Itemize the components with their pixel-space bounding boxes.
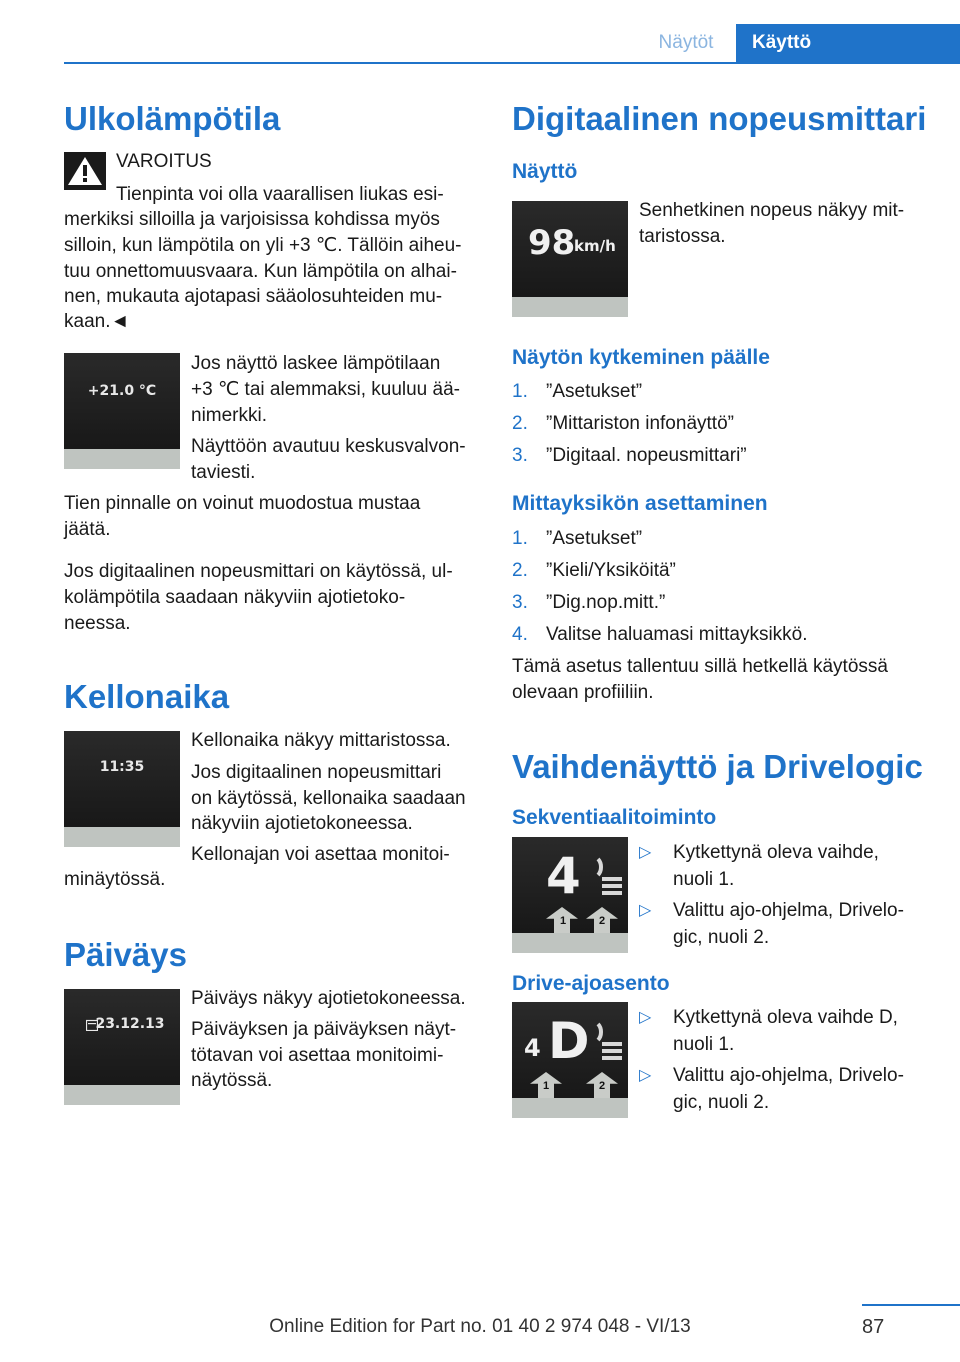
date-text-line: näytössä. [191,1070,273,1091]
display-base-strip [64,1085,180,1105]
edition-footer: Online Edition for Part no. 01 40 2 974 048 - VI/13 [269,1316,691,1337]
drivelogic-bars-icon [594,857,624,897]
clock-text: Kellonaika näkyy mittaristossa. [191,730,451,751]
clock-value: 11:35 [99,759,145,775]
warning-text-line: silloin, kun lämpötila on yli +3 ℃. Tällöin aiheu- [64,235,462,256]
date-display-image [64,989,180,1105]
header-rule [64,62,960,64]
warning-label: VAROITUS [116,151,212,172]
list-item [512,621,808,653]
step-text: ”Asetukset” [546,381,643,402]
drive-bullets [639,1004,929,1120]
temperature-value: +21.0 °C [87,383,157,399]
bullet-text: nuoli 1. [673,1034,735,1055]
step-number: 1. [512,528,528,549]
ice-text-line: Tien pinnalle on voinut muodostua mustaa [64,493,421,514]
step-text: ”Mittariston infonäyttö” [546,413,734,434]
bullet-text: Kytkettynä oleva vaihde, [673,842,879,863]
bullet-text: gic, nuoli 2. [673,1092,770,1113]
tab-kaytto[interactable]: Käyttö [736,24,960,62]
digital-text-line: kolämpötila saadaan näkyviin ajotietoko- [64,587,406,608]
ice-text-line: jäätä. [64,519,111,540]
temp-text-line: Näyttöön avautuu keskusvalvon- [191,436,466,457]
triangle-bullet-icon: ▷ [639,1009,652,1026]
arrow-label: 1 [543,1080,550,1092]
clock-text-line: Kellonajan voi asettaa monitoi- [191,844,450,865]
speed-text-line: taristossa. [639,226,726,247]
bullet-text: Kytkettynä oleva vaihde D, [673,1007,898,1028]
bullet-text: Valittu ajo-ohjelma, Drivelo- [673,900,904,921]
unit-note-line: Tämä asetus tallentuu sillä hetkellä käytössä [512,656,888,677]
warning-text-line: Tienpinta voi olla vaarallisen liukas esi- [116,184,444,205]
list-item [639,839,929,893]
drive-gear-value: D [548,1012,590,1070]
subsection-display: Näyttö [512,160,578,183]
list-item [512,378,747,410]
subsection-sequential: Sekventiaalitoiminto [512,806,717,829]
sequential-display-image [512,837,628,953]
list-item [512,442,747,474]
display-base-strip [512,297,628,317]
list-item [639,1004,929,1058]
drive-gear-small-value: 4 [524,1034,541,1062]
speed-value: 98 [528,223,576,263]
display-base-strip [512,1098,628,1118]
bullet-text: gic, nuoli 2. [673,927,770,948]
list-item [639,897,929,951]
step-text: ”Digitaal. nopeusmittari” [546,445,747,466]
subsection-activate-display: Näytön kytkeminen päälle [512,346,770,369]
step-text: ”Dig.nop.mitt.” [546,592,666,613]
clock-text-line: on käytössä, kellonaika saadaan [191,788,466,809]
digital-text-line: neessa. [64,613,131,634]
step-text: ”Asetukset” [546,528,643,549]
activate-steps-list [512,378,747,474]
list-item [512,525,808,557]
speed-unit: km/h [574,237,616,255]
step-number: 4. [512,624,528,645]
warning-text-line: tuu onnettomuusvaara. Kun lämpötila on alhai- [64,261,457,282]
section-title-gear-display: Vaihdenäyttö ja Drivelogic [512,748,923,785]
unit-steps-list [512,525,808,653]
bullet-text: Valittu ajo-ohjelma, Drivelo- [673,1065,904,1086]
step-text: Valitse haluamasi mittayksikkö. [546,624,808,645]
page-number-rule [862,1304,960,1306]
drive-display-image [512,1002,628,1118]
section-title-clock: Kellonaika [64,678,230,715]
section-title-digital-speedometer: Digitaalinen nopeusmittari [512,100,927,137]
subsection-set-unit: Mittayksikön asettaminen [512,492,768,515]
date-value: 23.12.13 [95,1016,165,1032]
sequential-bullets [639,839,929,955]
display-base-strip [64,827,180,847]
step-number: 2. [512,413,528,434]
clock-display-image [64,731,180,847]
clock-text-line: minäytössä. [64,869,166,890]
arrow-label: 1 [560,915,567,927]
warning-text-line: merkiksi silloilla ja varjoisissa kohdissa myös [64,209,440,230]
arrow-label: 2 [599,915,606,927]
temp-text-line: +3 ℃ tai alemmaksi, kuuluu ää- [191,379,460,400]
digital-text-line: Jos digitaalinen nopeusmittari on käytössä, ul- [64,561,453,582]
warning-icon [64,152,106,190]
temp-text-line: Jos näyttö laskee lämpötilaan [191,353,441,374]
warning-text-line: kaan.◄ [64,311,130,332]
speed-display-image [512,201,628,317]
list-item [639,1062,929,1116]
step-number: 3. [512,592,528,613]
triangle-bullet-icon: ▷ [639,844,652,861]
sequential-gear-value: 4 [546,847,581,905]
arrow-label: 2 [599,1080,606,1092]
list-item [512,557,808,589]
temp-text-line: taviesti. [191,462,256,483]
display-base-strip [64,449,180,469]
triangle-bullet-icon: ▷ [639,902,652,919]
speed-text-line: Senhetkinen nopeus näkyy mit- [639,200,905,221]
date-text-line: Päiväyksen ja päiväyksen näyt- [191,1019,457,1040]
drivelogic-bars-icon [594,1022,624,1062]
step-text: ”Kieli/Yksiköitä” [546,560,676,581]
date-text: Päiväys näkyy ajotietokoneessa. [191,988,466,1009]
clock-text-line: Jos digitaalinen nopeusmittari [191,762,442,783]
triangle-bullet-icon: ▷ [639,1067,652,1084]
date-text-line: tötavan voi asettaa monitoimi- [191,1045,444,1066]
temp-text-line: nimerkki. [191,405,268,426]
clock-text-line: näkyviin ajotietokoneessa. [191,813,413,834]
step-number: 1. [512,381,528,402]
warning-text-line: nen, mukauta ajotapasi sääolosuhteiden mu- [64,286,443,307]
subsection-drive-position: Drive-ajoasento [512,972,670,995]
bullet-text: nuoli 1. [673,869,735,890]
step-number: 2. [512,560,528,581]
display-base-strip [512,933,628,953]
page-number: 87 [862,1316,885,1338]
unit-note-line: olevaan profiiliin. [512,682,654,703]
tab-naytot[interactable]: Näytöt [658,32,714,53]
list-item [512,410,747,442]
list-item [512,589,808,621]
section-title-outside-temp: Ulkolämpötila [64,100,281,137]
temperature-display-image [64,353,180,469]
section-title-date: Päiväys [64,936,187,973]
step-number: 3. [512,445,528,466]
